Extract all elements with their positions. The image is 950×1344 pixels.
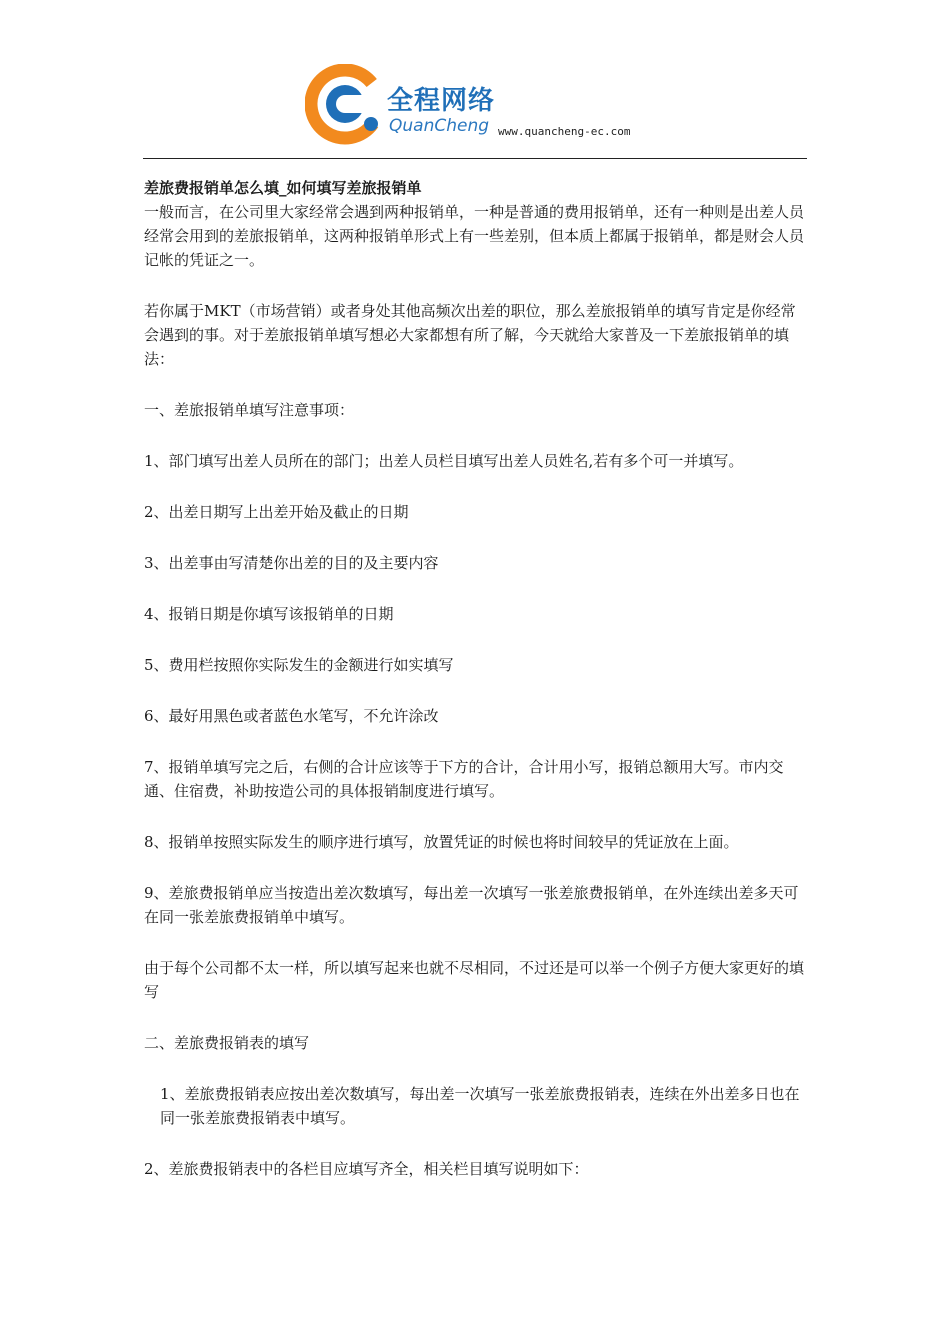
list-item: 7、报销单填写完之后，右侧的合计应该等于下方的合计，合计用小写，报销总额用大写。市内交通、住宿费，补助按造公司的具体报销制度进行填写。 xyxy=(144,758,784,800)
brand-name-en: QuanCheng xyxy=(389,116,490,136)
article-title: 差旅费报销单怎么填_如何填写差旅报销单 xyxy=(144,179,422,197)
list-item: 4、报销日期是你填写该报销单的日期 xyxy=(144,605,394,623)
intro-paragraph: 一般而言，在公司里大家经常会遇到两种报销单，一种是普通的费用报销单，还有一种则是出差人员经常会用到的差旅报销单，这两种报销单形式上有一些差别，但本质上都属于报销单，都是财会人员记帐的凭证之一。 xyxy=(144,203,805,269)
list-item: 6、最好用黑色或者蓝色水笔写，不允许涂改 xyxy=(144,707,439,725)
list-item: 8、报销单按照实际发生的顺序进行填写，放置凭证的时候也将时间较早的凭证放在上面。 xyxy=(144,833,739,851)
list-item: 2、出差日期写上出差开始及截止的日期 xyxy=(144,503,409,521)
list-item: 2、差旅费报销表中的各栏目应填写齐全，相关栏目填写说明如下： xyxy=(144,1160,589,1178)
brand-url[interactable]: www.quancheng-ec.com xyxy=(498,125,631,138)
section-heading-1: 一、差旅报销单填写注意事项： xyxy=(144,401,355,419)
list-item: 9、差旅费报销单应当按造出差次数填写，每出差一次填写一张差旅费报销单，在外连续出差多天可在同一张差旅费报销单中填写。 xyxy=(144,884,799,926)
brand-name-cn: 全程网络 xyxy=(387,86,496,116)
list-item: 1、差旅费报销表应按出差次数填写，每出差一次填写一张差旅费报销表，连续在外出差多日也在同一张差旅费报销表中填写。 xyxy=(160,1085,800,1127)
list-item: 5、费用栏按照你实际发生的金额进行如实填写 xyxy=(144,656,454,674)
quancheng-logo-icon xyxy=(305,64,387,146)
brand-header xyxy=(305,62,665,152)
list-item: 3、出差事由写清楚你出差的目的及主要内容 xyxy=(144,554,439,572)
section-heading-2: 二、差旅费报销表的填写 xyxy=(144,1034,310,1052)
note-paragraph: 由于每个公司都不太一样，所以填写起来也就不尽相同，不过还是可以举一个例子方便大家更好的填写 xyxy=(144,959,805,1001)
list-item: 1、部门填写出差人员所在的部门；出差人员栏目填写出差人员姓名,若有多个可一并填写。 xyxy=(144,452,744,470)
article-body xyxy=(144,176,808,1181)
header-divider xyxy=(143,158,807,159)
context-paragraph: 若你属于MKT（市场营销）或者身处其他高频次出差的职位，那么差旅报销单的填写肯定是你经常会遇到的事。对于差旅报销单填写想必大家都想有所了解，今天就给大家普及一下差旅报销单的填法： xyxy=(144,302,796,368)
